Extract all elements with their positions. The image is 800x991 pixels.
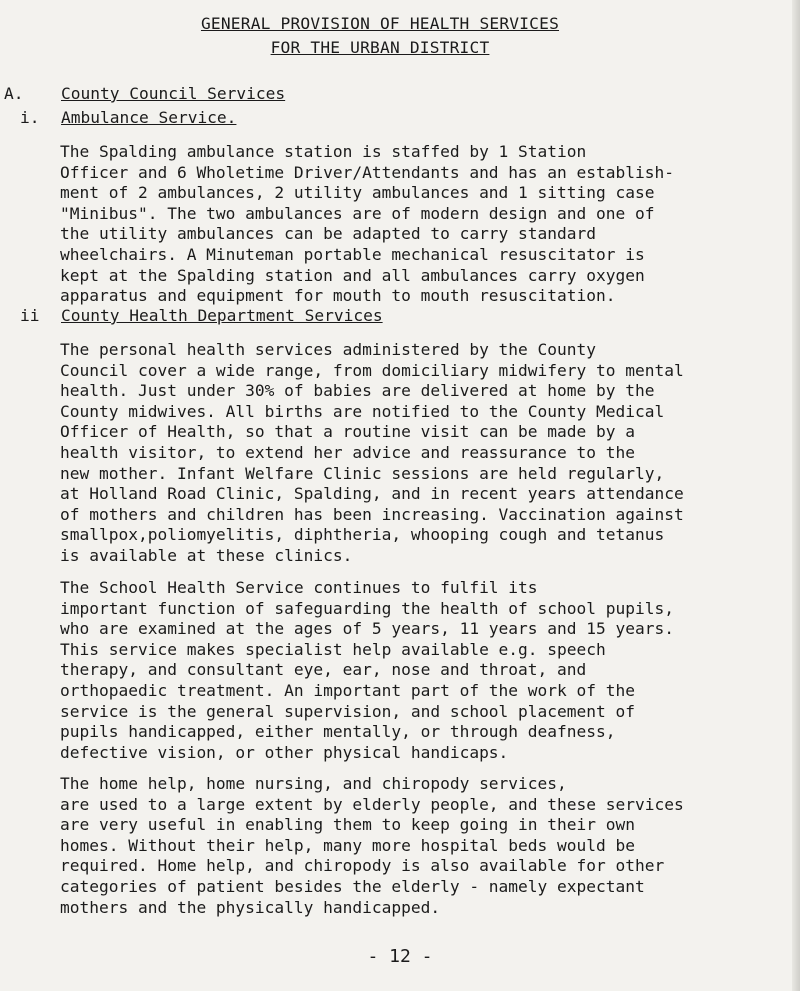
personal-health-paragraph: The personal health services administered by the County Council cover a wide range, from domiciliary midwifery to mental health. Just under 30% of babies are delivered at home by the County midwives. All births are notified to the County Medical Officer of Health, so that a routine visit can be made by a health visitor, to extend her advice and reassurance to the new mother. Infant Welfare Clinic sessions are held regularly, at Holland Road Clinic, Spalding, and in recent years attendance of mothers and children has been increasing. Vaccination against smallpox,poliomyelitis, diphtheria, whooping cough and tetanus is available at these clinics. xyxy=(60,340,684,565)
section-a-heading: County Council Services xyxy=(61,84,286,103)
document-title: GENERAL PROVISION OF HEALTH SERVICES xyxy=(200,14,560,33)
home-help-paragraph: The home help, home nursing, and chiropody services, are used to a large extent by elderly people, and these services are very useful in enabling them to keep going in their own homes. Without their help, many more hospital beds would be required. Home help, and chiropody is also available for other categories of patient besides the elderly - namely expectant mothers and the physically handicapped. xyxy=(60,774,684,917)
ambulance-paragraph: The Spalding ambulance station is staffed by 1 Station Officer and 6 Wholetime Driver/Attendants and has an establish- ment of 2 ambulances, 2 utility ambulances and 1 sitting case "Minibus". The two ambulances are of modern design and one of the utility ambulances can be adapted to carry standard wheelchairs. A Minuteman portable mechanical resuscitator is kept at the Spalding station and all ambulances carry oxygen apparatus and equipment for mouth to mouth resuscitation. xyxy=(60,142,674,306)
item-i-marker: i. xyxy=(20,108,40,127)
document-subtitle: FOR THE URBAN DISTRICT xyxy=(270,38,490,57)
item-ii-heading: County Health Department Services xyxy=(61,306,383,325)
page-edge-shadow xyxy=(792,0,800,991)
item-ii-marker: ii xyxy=(20,306,40,325)
section-a-marker: A. xyxy=(4,84,24,103)
item-i-heading: Ambulance Service. xyxy=(61,108,237,127)
school-health-paragraph: The School Health Service continues to fulfil its important function of safeguarding the health of school pupils, who are examined at the ages of 5 years, 11 years and 15 years. This service makes specialist help available e.g. speech therapy, and consultant eye, ear, nose and throat, and orthopaedic treatment. An important part of the work of the service is the general supervision, and school placement of pupils handicapped, either mentally, or through deafness, defective vision, or other physical handicaps. xyxy=(60,578,674,762)
page-number: - 12 - xyxy=(367,946,433,967)
